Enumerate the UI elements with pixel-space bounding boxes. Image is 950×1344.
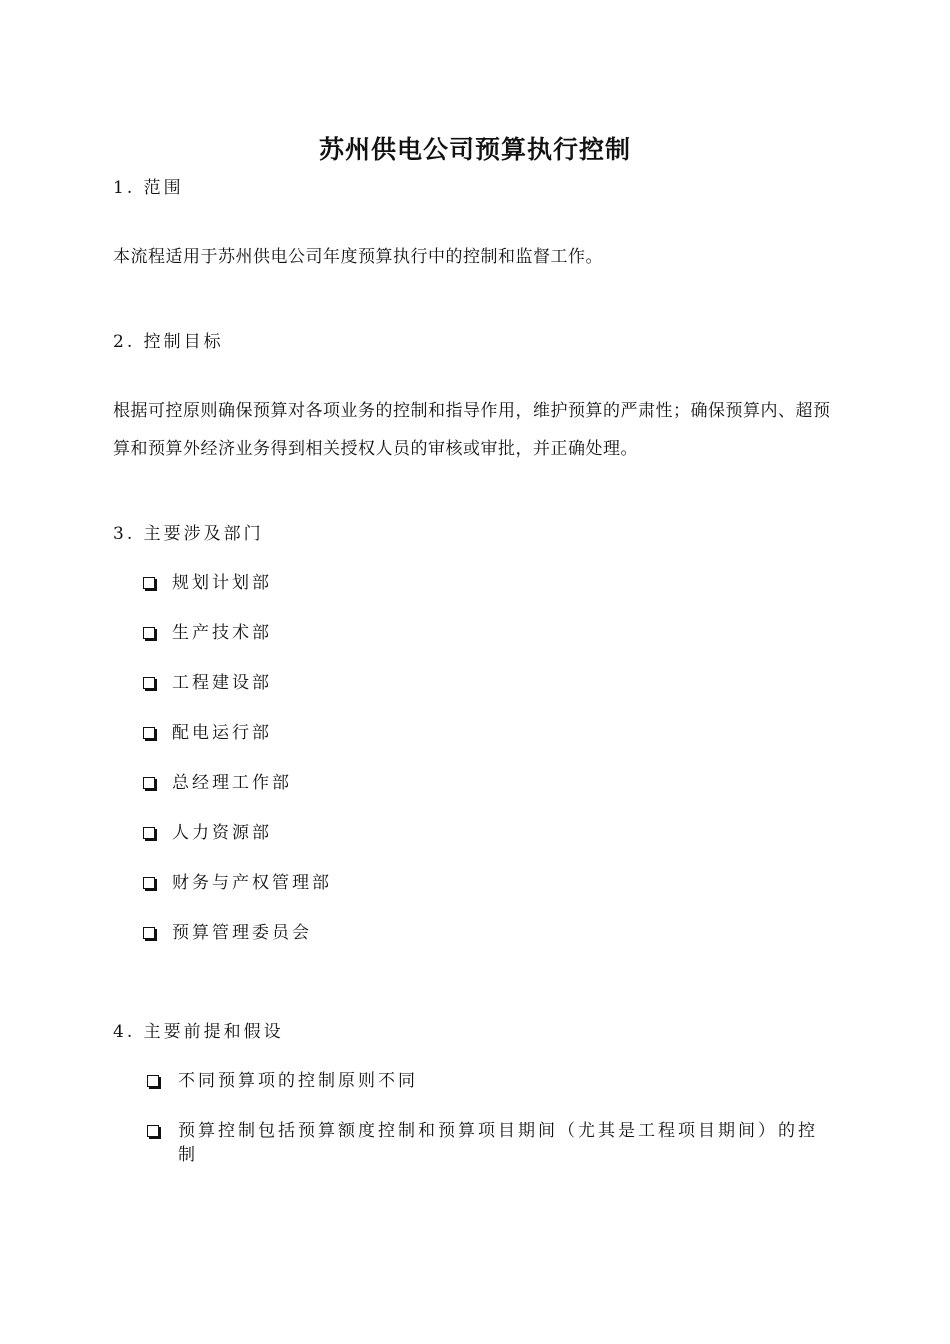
list-item-label: 配电运行部	[172, 723, 272, 743]
checkbox-bullet-icon	[147, 1075, 159, 1087]
list-item	[147, 1069, 827, 1119]
list-item-label: 规划计划部	[172, 573, 272, 593]
list-item-label: 总经理工作部	[172, 773, 292, 793]
checkbox-bullet-icon	[143, 677, 155, 689]
checkbox-bullet-icon	[143, 927, 155, 939]
section-2-body: 根据可控原则确保预算对各项业务的控制和指导作用，维护预算的严肃性；确保预算内、超预算和预算外经济业务得到相关授权人员的审核或审批，并正确处理。	[113, 401, 831, 459]
checkbox-bullet-icon	[143, 777, 155, 789]
list-item-label: 工程建设部	[172, 673, 272, 693]
document-title: 苏州供电公司预算执行控制	[318, 135, 631, 164]
checkbox-bullet-icon	[143, 877, 155, 889]
list-item	[147, 1119, 827, 1179]
list-item-label: 财务与产权管理部	[172, 873, 332, 893]
section-1-body: 本流程适用于苏州供电公司年度预算执行中的控制和监督工作。	[113, 247, 603, 267]
checkbox-bullet-icon	[143, 727, 155, 739]
checkbox-bullet-icon	[143, 827, 155, 839]
checkbox-bullet-icon	[143, 577, 155, 589]
checkbox-bullet-icon	[147, 1125, 159, 1137]
list-item-label: 预算管理委员会	[172, 923, 312, 943]
section-3-heading: 3. 主要涉及部门	[113, 524, 264, 544]
list-item-label: 生产技术部	[172, 623, 272, 643]
list-item-label: 人力资源部	[172, 823, 272, 843]
list-item-label: 不同预算项的控制原则不同	[178, 1071, 418, 1091]
assumptions-list	[147, 1069, 827, 1179]
list-item-label: 预算控制包括预算额度控制和预算项目期间（尤其是工程项目期间）的控制	[178, 1121, 818, 1165]
section-4-heading: 4. 主要前提和假设	[113, 1022, 284, 1042]
section-2-heading: 2. 控制目标	[113, 332, 224, 352]
checkbox-bullet-icon	[143, 627, 155, 639]
section-1-heading: 1. 范围	[113, 178, 184, 198]
